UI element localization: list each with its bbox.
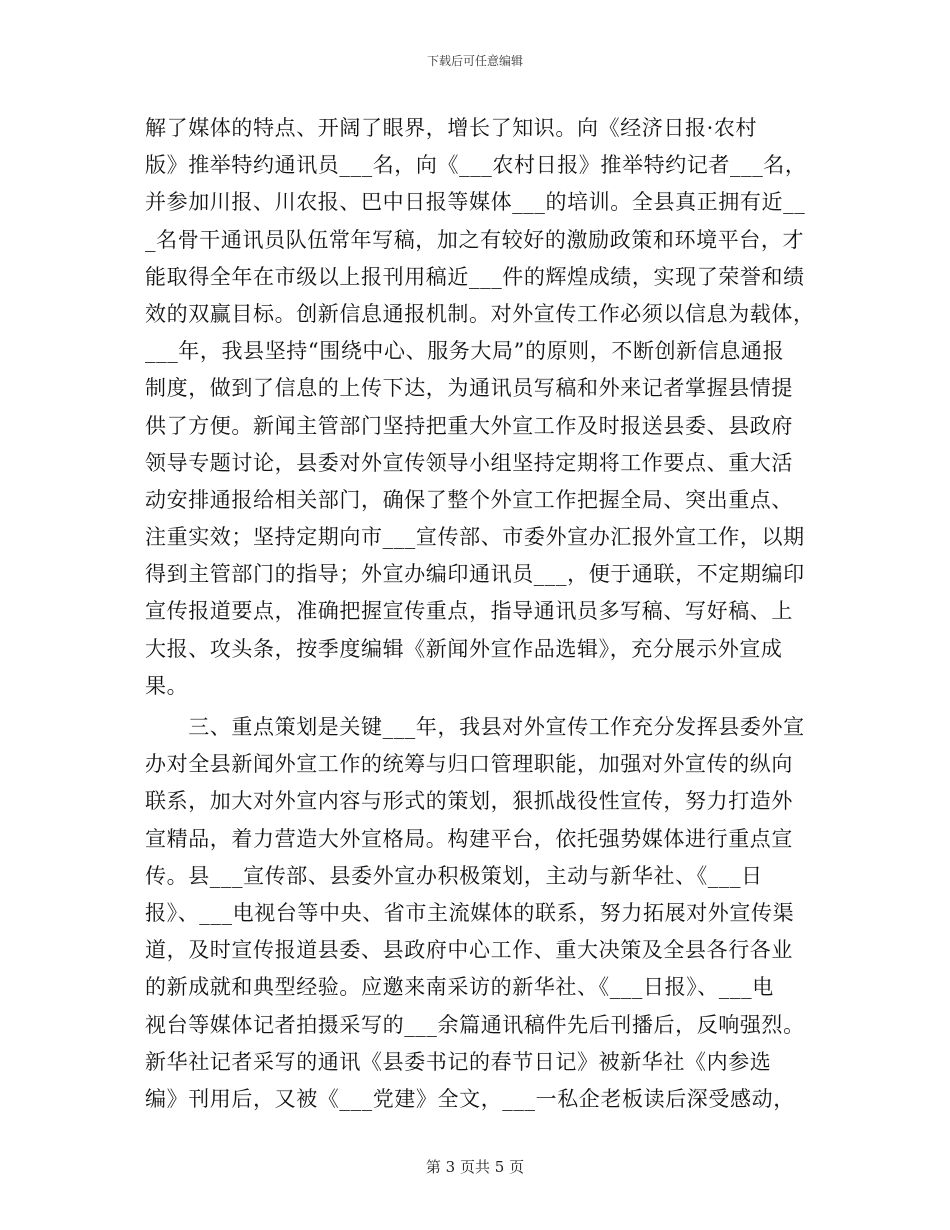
- text-line: 三、重点策划是关键___年，我县对外宣传工作充分发挥县委外宣: [145, 715, 805, 739]
- text-line: 得到主管部门的指导；外宣办编印通讯员___，便于通联，不定期编印: [145, 562, 805, 587]
- text-line: ___年，我县坚持“围绕中心、服务大局”的原则，不断创新信息通报: [145, 339, 785, 364]
- text-line: 联系，加大对外宣内容与形式的策划，狠抓战役性宣传，努力打造外: [145, 789, 793, 814]
- text-line: 视台等媒体记者拍摄采写的___余篇通讯稿件先后刊播后，反响强烈。: [145, 1012, 805, 1037]
- page-footer: 第 3 页共 5 页: [425, 1158, 525, 1176]
- text-line: 版》推举特约通讯员___名，向《___农村日报》推举特约记者___名，: [145, 153, 807, 178]
- text-line: 传。县___宣传部、县委外宣办积极策划，主动与新华社、《___日: [145, 863, 763, 888]
- text-line: 道，及时宣传报道县委、县政府中心工作、重大决策及全县各行各业: [145, 938, 793, 963]
- text-line: 宣精品，着力营造大外宣格局。构建平台，依托强势媒体进行重点宣: [145, 826, 793, 851]
- text-line: 报》、___电视台等中央、省市主流媒体的联系，努力拓展对外宣传渠: [145, 900, 795, 925]
- text-line: 宣传报道要点，准确把握宣传重点，指导通讯员多写稿、写好稿、上: [145, 599, 793, 624]
- text-line: 效的双赢目标。创新信息通报机制。对外宣传工作必须以信息为载体，: [145, 301, 815, 326]
- text-line: 注重实效；坚持定期向市___宣传部、市委外宣办汇报外宣工作，以期: [145, 525, 805, 550]
- text-line: 动安排通报给相关部门，确保了整个外宣工作把握全局、突出重点、: [145, 487, 793, 512]
- text-line: 新华社记者采写的通讯《县委书记的春节日记》被新华社《内参选: [145, 1049, 772, 1074]
- text-line: 能取得全年在市级以上报刊用稿近___件的辉煌成绩，实现了荣誉和绩: [145, 264, 805, 289]
- text-line: 办对全县新闻外宣工作的统筹与归口管理职能，加强对外宣传的纵向: [145, 752, 793, 777]
- text-line: 制度，做到了信息的上传下达，为通讯员写稿和外来记者掌握县情提: [145, 376, 793, 401]
- text-line: 供了方便。新闻主管部门坚持把重大外宣工作及时报送县委、县政府: [145, 413, 793, 438]
- document-body: [145, 110, 815, 1118]
- text-line: 并参加川报、川农报、巴中日报等媒体___的培训。全县真正拥有近__: [145, 190, 806, 215]
- text-line: 的新成就和典型经验。应邀来南采访的新华社、《___日报》、___电: [145, 975, 774, 1000]
- text-line: _名骨干通讯员队伍常年写稿，加之有较好的激励政策和环境平台，才: [145, 227, 805, 252]
- text-line: 大报、攻头条，按季度编辑《新闻外宣作品选辑》，充分展示外宣成: [145, 636, 783, 661]
- text-line: 解了媒体的特点、开阔了眼界，增长了知识。向《经济日报·农村: [145, 116, 758, 140]
- page-header: 下载后可任意编辑: [426, 54, 523, 68]
- text-line: 果。: [145, 673, 189, 698]
- text-line: 编》刊用后，又被《___党建》全文，___一私企老板读后深受感动，: [145, 1086, 795, 1111]
- paragraph: [145, 709, 810, 1118]
- paragraph: [145, 110, 815, 705]
- text-line: 领导专题讨论，县委对外宣传领导小组坚持定期将工作要点、重大活: [145, 450, 793, 475]
